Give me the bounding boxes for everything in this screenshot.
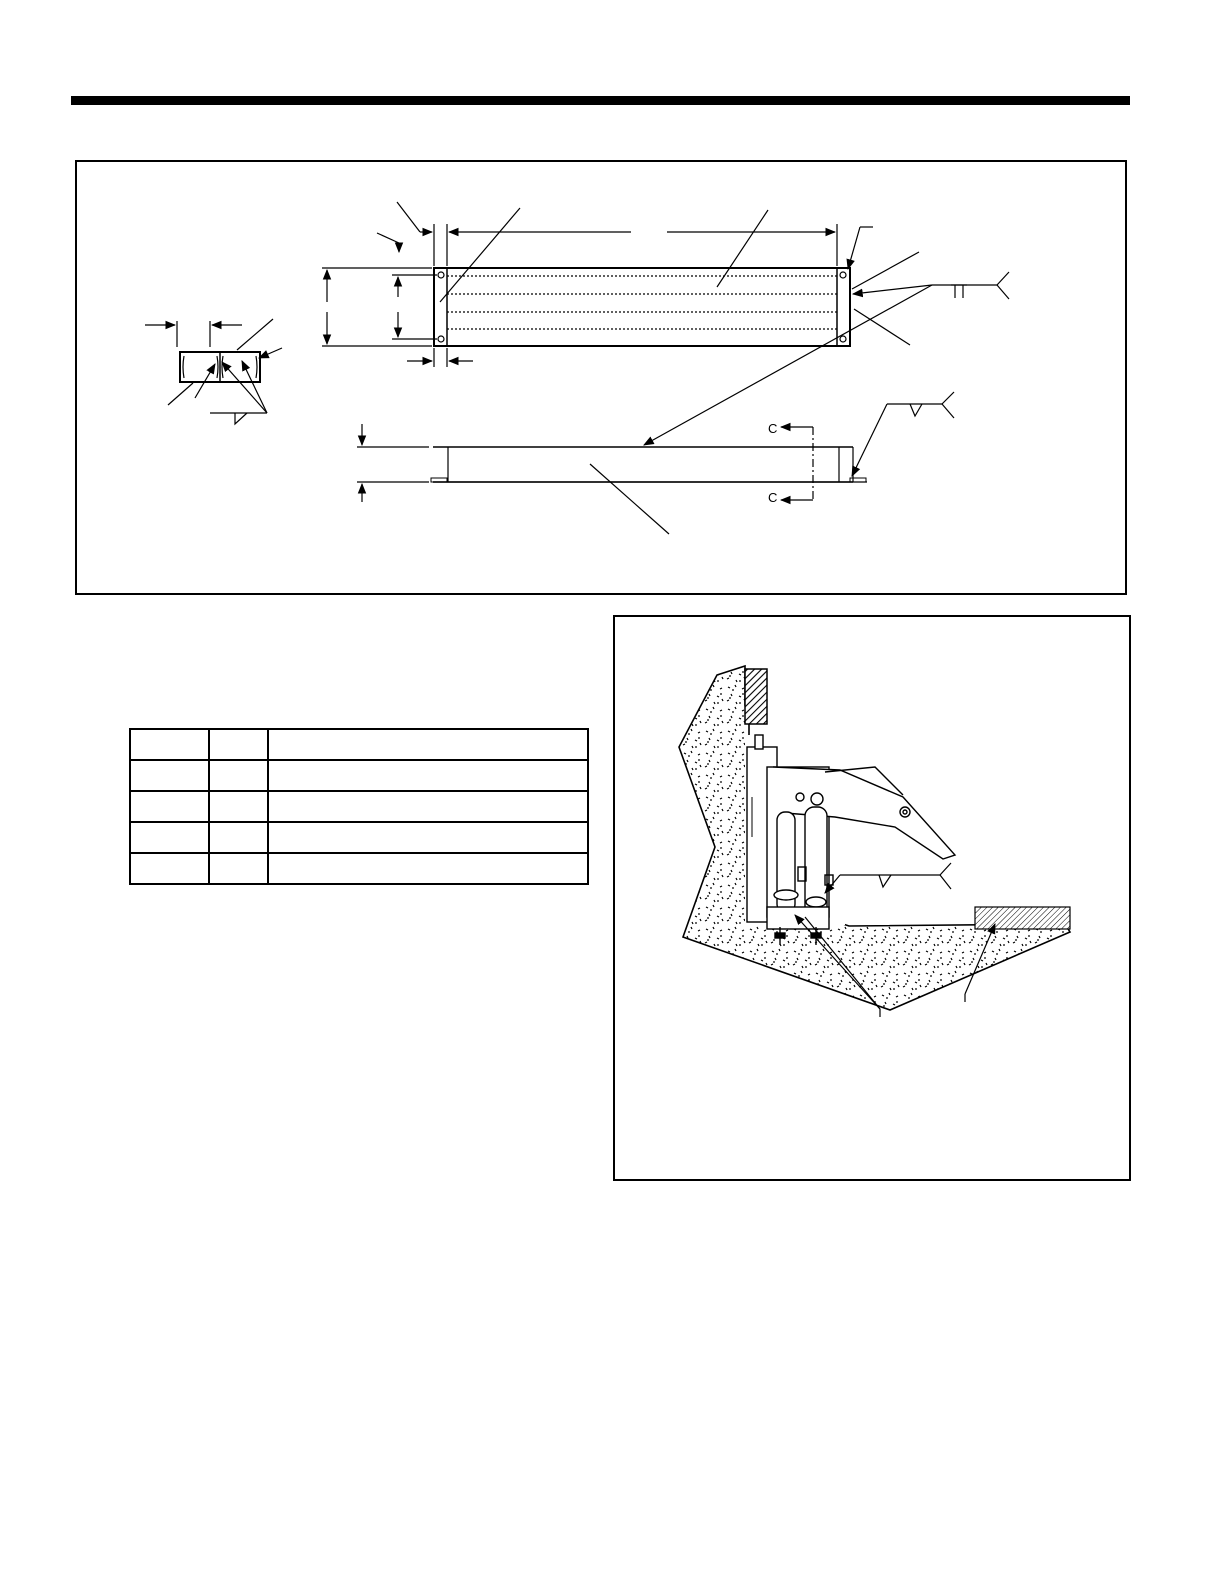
table-cell [130,760,209,791]
bottom-figure-drawing [615,617,1133,1183]
table-cell [130,729,209,760]
table-row [130,791,588,822]
plan-view [322,202,1009,445]
section-marker-top: C [768,421,778,436]
table-cell [209,853,268,884]
bumper-block [745,669,767,724]
ground-surface [975,907,1070,929]
table-cell [130,791,209,822]
concrete-pit [679,666,1070,1010]
table-cell [268,791,588,822]
table-cell [130,822,209,853]
top-figure-drawing [77,162,1129,597]
elevation-view [357,392,954,534]
table-cell [268,853,588,884]
cross-section-view [145,319,282,424]
table-cell [209,729,268,760]
section-marker-bottom: C [768,490,778,505]
spec-table [129,728,589,885]
table-row [130,853,588,884]
table-row [130,760,588,791]
table-cell [130,853,209,884]
table-row [130,822,588,853]
table-row [130,729,588,760]
bottom-figure-frame [613,615,1131,1181]
header-rule [71,96,1130,105]
table-cell [209,822,268,853]
top-figure-frame [75,160,1127,595]
table-cell [268,729,588,760]
table-cell [209,760,268,791]
leveler-assembly [747,735,955,945]
table-cell [268,822,588,853]
table-cell [268,760,588,791]
table-cell [209,791,268,822]
